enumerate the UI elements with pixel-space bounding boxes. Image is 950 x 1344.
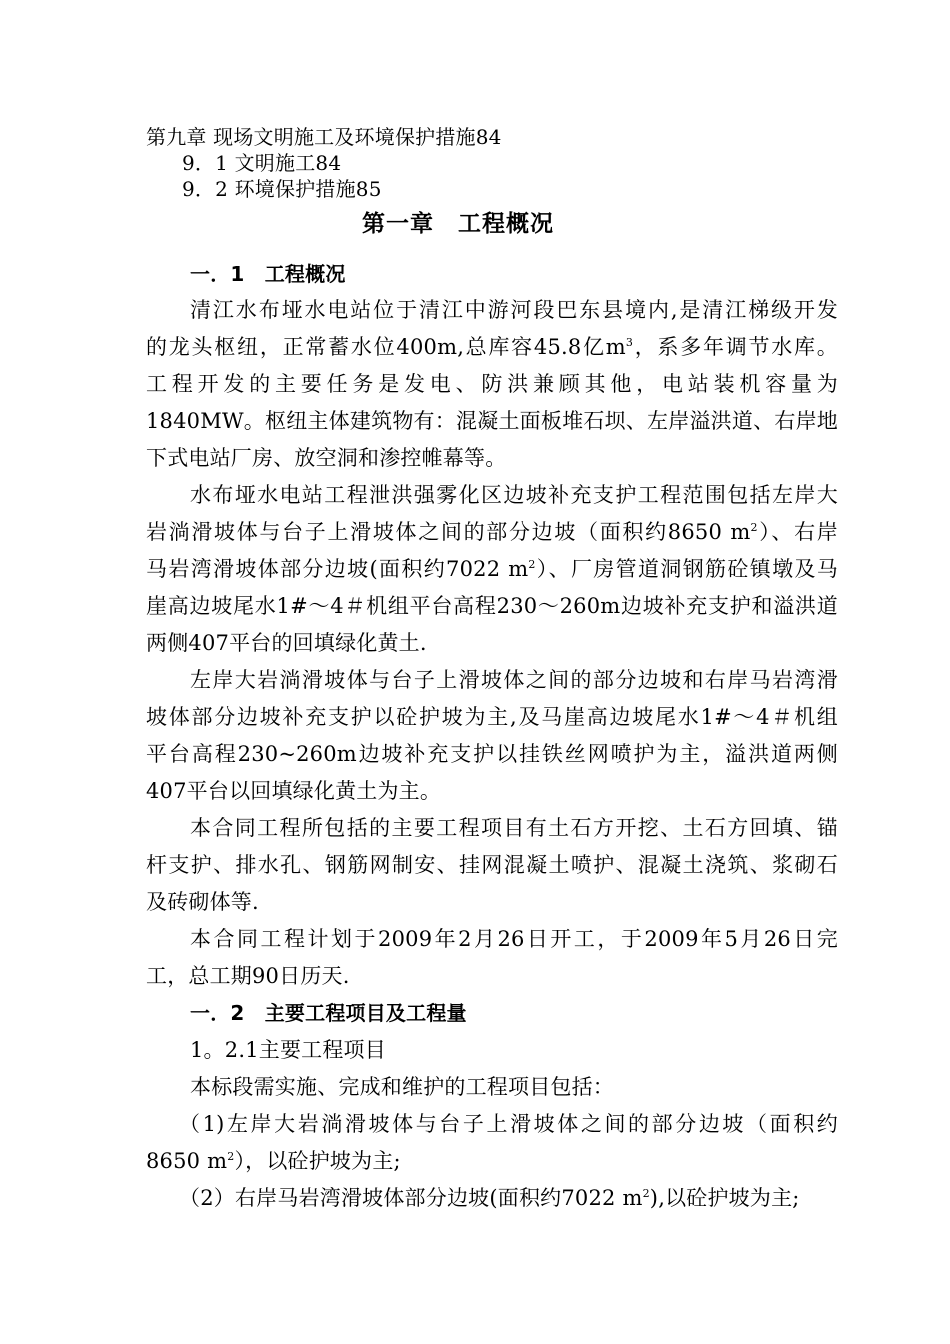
paragraph-line: 平台高程230~260m边坡补充支护以挂铁丝网喷护为主，溢洪道两侧: [146, 742, 838, 766]
paragraph-line: 407平台以回填绿化黄土为主。: [146, 779, 442, 803]
subsection-1-2-1-title: 1。2.1主要工程项目: [190, 1038, 386, 1062]
paragraph-line: 的龙头枢纽，正常蓄水位400m,总库容45.8亿$m^3$，系多年调节水库。: [146, 335, 838, 359]
paragraph-line: 崖高边坡尾水1#～4＃机组平台高程230～260m边坡补充支护和溢洪道: [146, 594, 838, 618]
toc-section-9-1[interactable]: 9．1 文明施工84: [182, 151, 342, 175]
paragraph-line: 坡体部分边坡补充支护以砼护坡为主,及马崖高边坡尾水1#～4＃机组: [146, 705, 838, 729]
paragraph-line: 杆支护、排水孔、钢筋网制安、挂网混凝土喷护、混凝土浇筑、浆砌石: [146, 853, 838, 877]
paragraph-line: 岩淌滑坡体与台子上滑坡体之间的部分边坡（面积约8650 $m^2$）、右岸: [146, 520, 838, 544]
paragraph-line: 水布垭水电站工程泄洪强雾化区边坡补充支护工程范围包括左岸大: [190, 483, 838, 507]
paragraph-line: 两侧407平台的回填绿化黄土.: [146, 631, 427, 655]
paragraph-line: 工程开发的主要任务是发电、防洪兼顾其他，电站装机容量为: [146, 372, 838, 396]
paragraph-line: 下式电站厂房、放空洞和渗控帷幕等。: [146, 446, 507, 470]
paragraph-line: 本合同工程所包括的主要工程项目有土石方开挖、土石方回填、锚: [190, 816, 838, 840]
paragraph-line: 工，总工期90日历天.: [146, 964, 350, 988]
section-1-2-title: 一．2 主要工程项目及工程量: [190, 1001, 467, 1025]
paragraph-line: 1840MW。枢纽主体建筑物有：混凝土面板堆石坝、左岸溢洪道、右岸地: [146, 409, 838, 433]
toc-chapter-9[interactable]: 第九章 现场文明施工及环境保护措施84: [146, 125, 502, 149]
list-item: （1)左岸大岩淌滑坡体与台子上滑坡体之间的部分边坡（面积约: [179, 1112, 838, 1136]
list-item: （2）右岸马岩湾滑坡体部分边坡(面积约7022 $m^2$),以砼护坡为主;: [179, 1186, 800, 1210]
paragraph-line: 清江水布垭水电站位于清江中游河段巴东县境内,是清江梯级开发: [190, 298, 838, 322]
paragraph-line: 本合同工程计划于2009年2月26日开工，于2009年5月26日完: [190, 927, 838, 951]
paragraph-line: 左岸大岩淌滑坡体与台子上滑坡体之间的部分边坡和右岸马岩湾滑: [190, 668, 838, 692]
chapter-1-title: 第一章 工程概况: [362, 211, 554, 237]
section-1-1-title: 一．1 工程概况: [190, 262, 346, 286]
paragraph-line: 马岩湾滑坡体部分边坡(面积约7022 $m^2$）、厂房管道洞钢筋砼镇墩及马: [146, 557, 838, 581]
toc-section-9-2[interactable]: 9．2 环境保护措施85: [182, 177, 382, 201]
paragraph-line: 及砖砌体等.: [146, 890, 259, 914]
list-item: 8650 $m^2$），以砼护坡为主;: [146, 1149, 401, 1173]
paragraph-line: 本标段需实施、完成和维护的工程项目包括：: [190, 1075, 614, 1099]
